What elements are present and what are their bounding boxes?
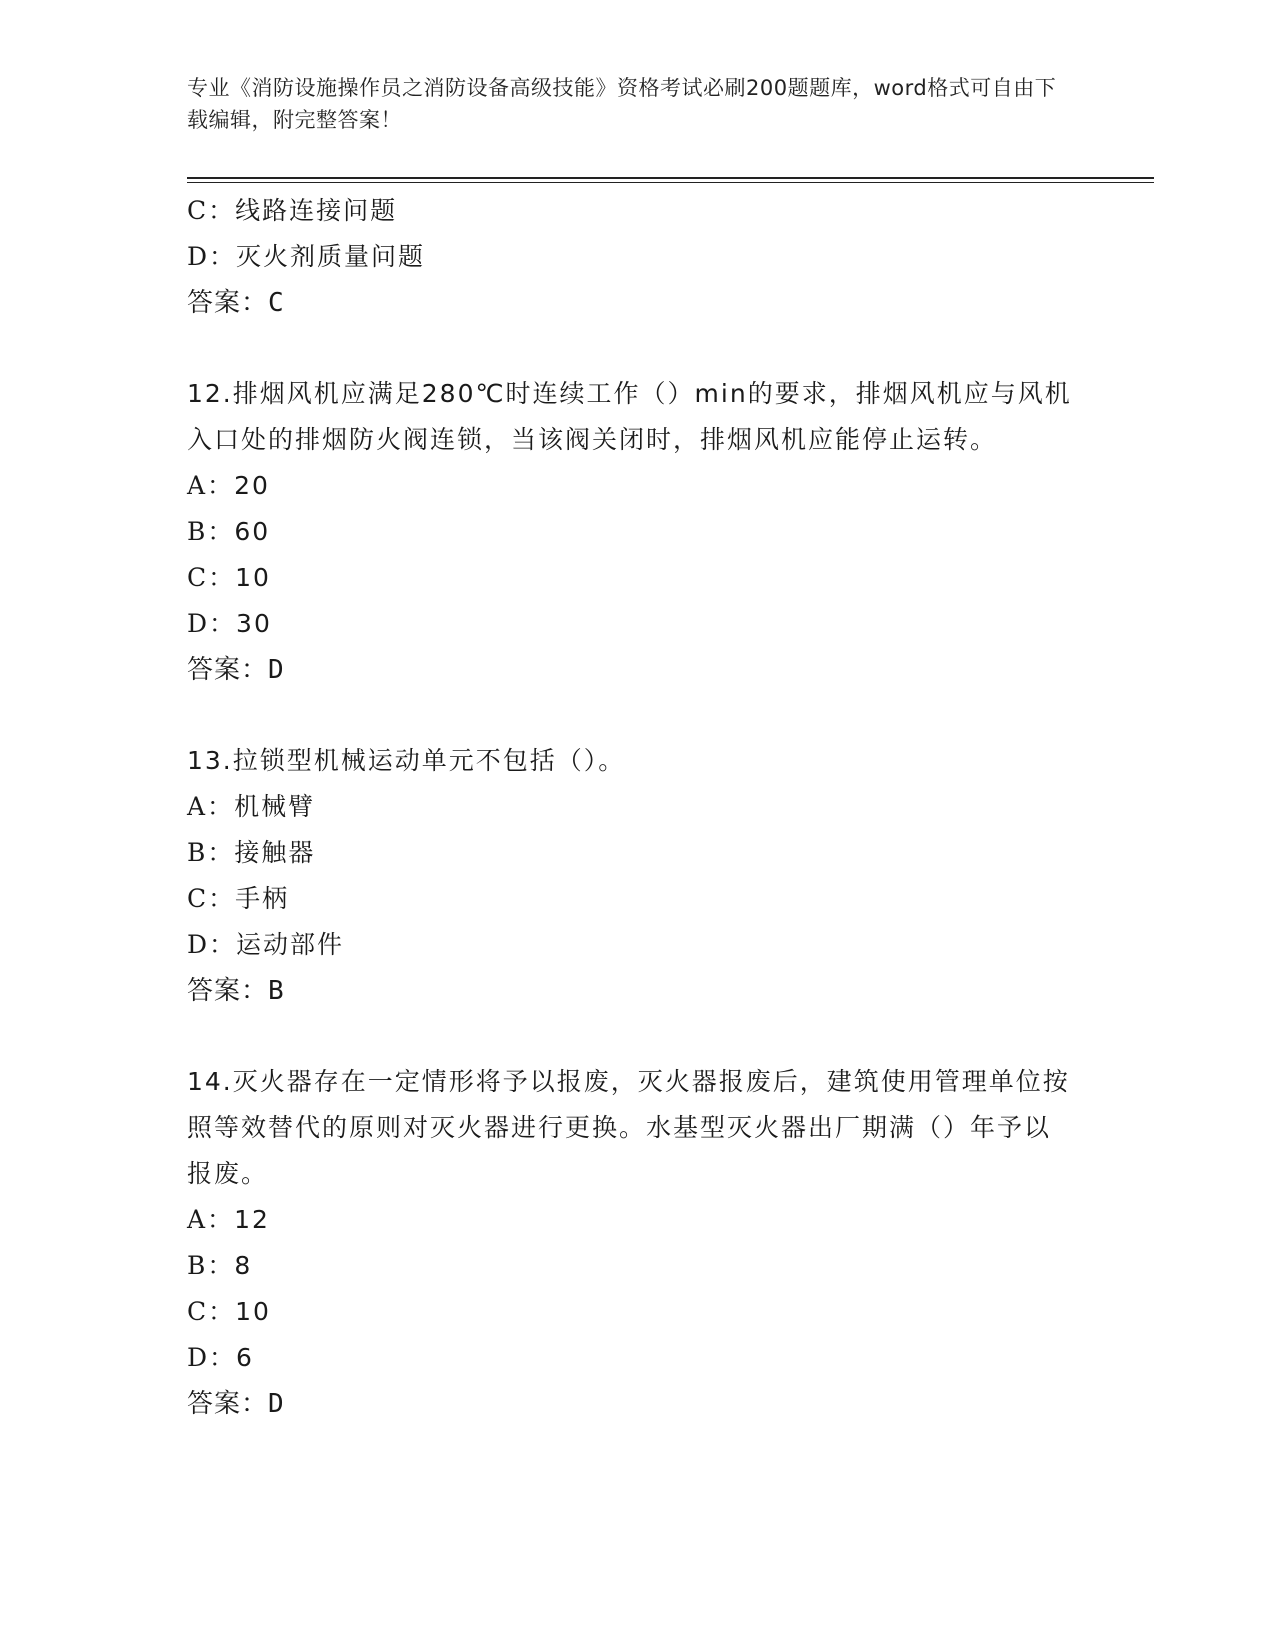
- question-stem: 14.灭火器存在一定情形将予以报废，灭火器报废后，建筑使用管理单位按照等效替代的原则对灭火器进行更换。水基型灭火器出厂期满（）年予以报废。: [187, 1067, 1070, 1188]
- option-letter: C：: [187, 1297, 236, 1326]
- option-text: 10: [235, 563, 271, 592]
- option-text: 线路连接问题: [235, 196, 398, 225]
- header-text: 专业《消防设施操作员之消防设备高级技能》资格考试必刷200题题库，word格式可自由下载编辑，附完整答案！: [187, 76, 1057, 132]
- option-item: [187, 234, 1087, 280]
- answer-value: B: [268, 976, 285, 1006]
- document-body: [187, 188, 1087, 1472]
- option-text: 机械臂: [234, 792, 316, 821]
- option-item: [187, 188, 1087, 234]
- option-letter: C：: [187, 563, 236, 592]
- answer-line: [187, 1381, 1087, 1427]
- question-12: [187, 371, 1087, 693]
- option-item: [187, 555, 1087, 601]
- option-item: [187, 876, 1087, 922]
- answer-line: [187, 280, 1087, 326]
- answer-value: D: [268, 1389, 285, 1419]
- option-text: 手柄: [235, 884, 290, 913]
- question-stem: 13.拉锁型机械运动单元不包括（）。: [187, 746, 626, 775]
- option-item: [187, 509, 1087, 555]
- option-text: 8: [234, 1251, 253, 1280]
- header-divider: [187, 177, 1154, 183]
- option-letter: D：: [187, 609, 237, 638]
- option-letter: A：: [187, 1205, 235, 1234]
- document-header: [187, 72, 1077, 136]
- option-item: [187, 784, 1087, 830]
- option-item: [187, 922, 1087, 968]
- option-letter: B：: [187, 1251, 235, 1280]
- option-letter: C：: [187, 884, 236, 913]
- option-text: 灭火剂质量问题: [236, 242, 426, 271]
- option-item: [187, 601, 1087, 647]
- option-text: 12: [234, 1205, 270, 1234]
- option-item: [187, 1243, 1087, 1289]
- option-letter: D：: [187, 930, 237, 959]
- option-letter: A：: [187, 471, 235, 500]
- option-letter: A：: [187, 792, 235, 821]
- answer-line: [187, 647, 1087, 693]
- option-item: [187, 830, 1087, 876]
- question-fragment: [187, 188, 1087, 326]
- option-text: 20: [234, 471, 270, 500]
- option-item: [187, 1289, 1087, 1335]
- option-item: [187, 1197, 1087, 1243]
- option-letter: D：: [187, 242, 237, 271]
- option-letter: D：: [187, 1343, 237, 1372]
- option-text: 运动部件: [236, 930, 345, 959]
- answer-label: 答案：: [187, 976, 269, 1006]
- answer-label: 答案：: [187, 288, 269, 318]
- option-text: 30: [236, 609, 272, 638]
- option-text: 6: [236, 1343, 254, 1372]
- option-letter: B：: [187, 517, 235, 546]
- answer-label: 答案：: [187, 655, 269, 685]
- option-letter: B：: [187, 838, 235, 867]
- option-text: 60: [234, 517, 271, 546]
- option-item: [187, 463, 1087, 509]
- question-13: [187, 738, 1087, 1014]
- option-text: 10: [235, 1297, 271, 1326]
- question-stem: 12.排烟风机应满足280℃时连续工作（）min的要求，排烟风机应与风机入口处的排烟防火阀连锁，当该阀关闭时，排烟风机应能停止运转。: [187, 379, 1072, 454]
- question-14: [187, 1059, 1087, 1427]
- answer-line: [187, 968, 1087, 1014]
- answer-value: D: [268, 655, 285, 685]
- answer-label: 答案：: [187, 1389, 269, 1419]
- option-text: 接触器: [234, 838, 316, 867]
- answer-value: C: [268, 288, 285, 318]
- option-item: [187, 1335, 1087, 1381]
- option-letter: C：: [187, 196, 236, 225]
